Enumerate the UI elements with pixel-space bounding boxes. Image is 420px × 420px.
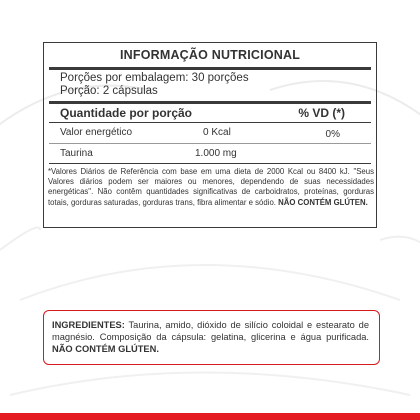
ingredients-gluten-free: NÃO CONTÉM GLÚTEN.: [52, 344, 159, 355]
divider-thick-header: [49, 101, 371, 104]
footnote: [48, 167, 374, 208]
divider-row: [49, 143, 371, 144]
nutrition-title: INFORMAÇÃO NUTRICIONAL: [119, 48, 301, 62]
quantity-per-serving-header: Quantidade por porção: [60, 106, 193, 120]
serving-size: Porção: 2 cápsulas: [60, 85, 158, 97]
row-amount-energy: 0 Kcal: [203, 127, 231, 138]
row-name-energy: Valor energético: [60, 127, 133, 138]
nutrition-facts-table: [43, 42, 377, 228]
row-vd-energy: 0%: [325, 129, 340, 140]
ingredients-box: [43, 310, 380, 365]
footnote-text: *Valores Diários de Referência com base em uma dieta de 2000 Kcal ou 8400 kJ. "Seus Valores diários podem ser maiores ou menores, dependendo de suas necessidades energéticas". Não contêm quantidades significativas de carboidratos, proteínas, gorduras totais, gorduras saturadas, gorduras trans, fibra alimentar e sódio.: [48, 167, 374, 207]
bottom-red-bar: [0, 413, 420, 420]
footnote-gluten-free: NÃO CONTÉM GLÚTEN.: [278, 197, 368, 207]
divider-thick-top: [49, 67, 371, 70]
divider-header-bottom: [49, 122, 371, 123]
row-name-taurine: Taurina: [60, 148, 93, 159]
ingredients-text: Taurina, amido, dióxido de silício coloidal e estearato de magnésio. Composição da cápsula: gelatina, glicerina e água purificada.: [52, 320, 369, 343]
ingredients-label: INGREDIENTES:: [52, 320, 125, 330]
row-amount-taurine: 1.000 mg: [195, 148, 237, 159]
servings-per-package: Porções por embalagem: 30 porções: [60, 72, 249, 84]
daily-value-header: % VD (*): [298, 106, 345, 120]
divider-footnote: [49, 163, 371, 164]
